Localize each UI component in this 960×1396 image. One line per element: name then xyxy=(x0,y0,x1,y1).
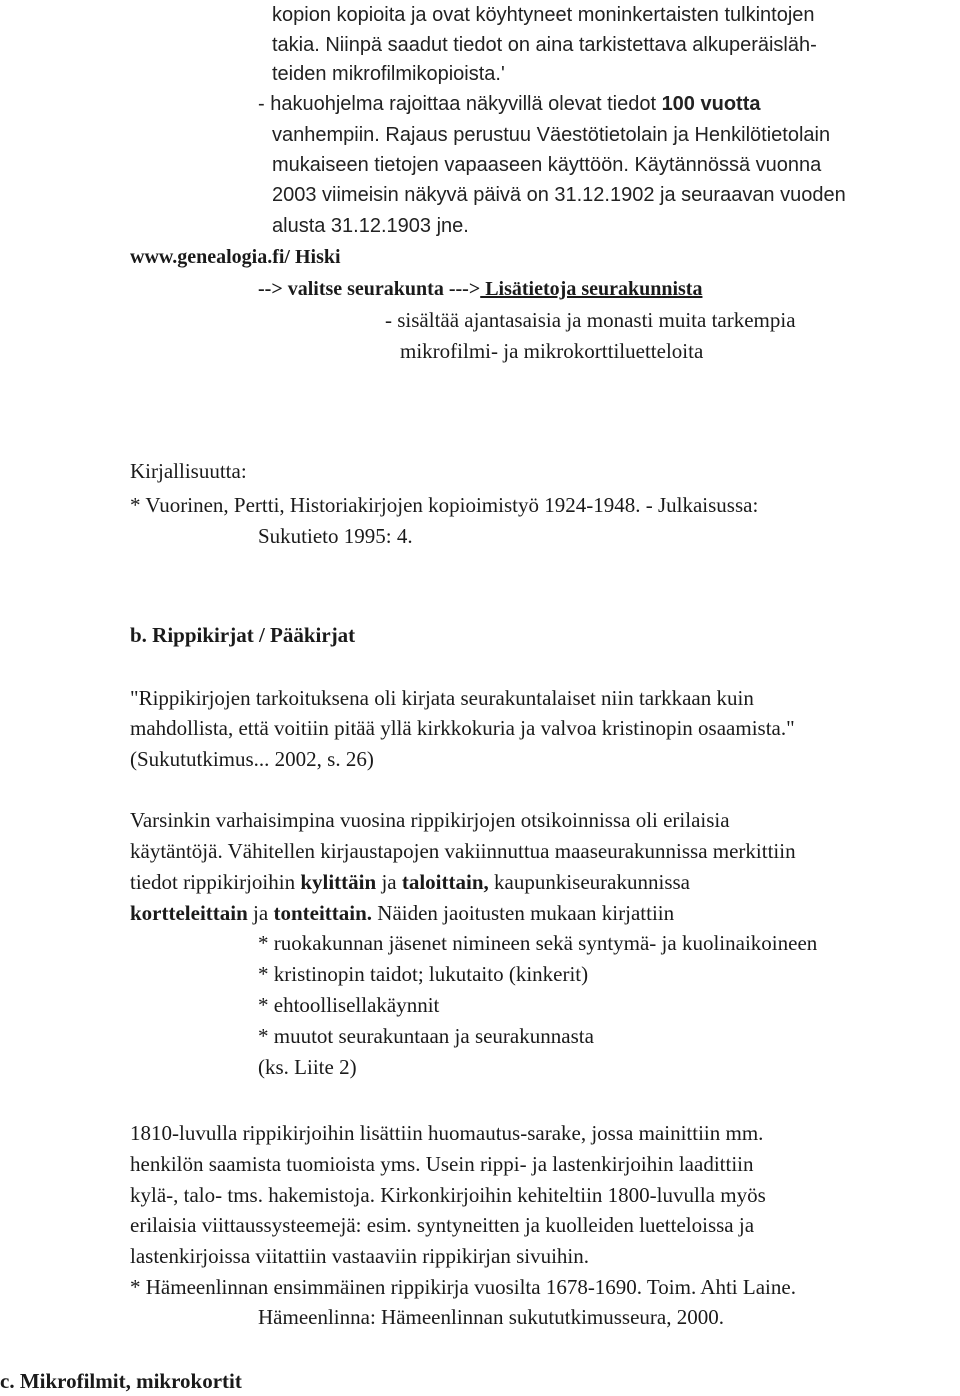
emphasis-text: 100 vuotta xyxy=(661,93,761,115)
emphasis-text: kortteleittain xyxy=(130,901,248,925)
list-item: (ks. Liite 2) xyxy=(258,1055,357,1079)
section-c-heading: c. Mikrofilmit, mikrokortit xyxy=(0,1369,242,1393)
section-b-heading: b. Rippikirjat / Pääkirjat xyxy=(130,623,356,647)
list-item: * kristinopin taidot; lukutaito (kinkerit) xyxy=(258,962,589,986)
body-line xyxy=(130,898,674,928)
body-line: lastenkirjoissa viitattiin vastaaviin rippikirjan sivuihin. xyxy=(130,1244,590,1268)
hiski-desc: - sisältää ajantasaisia ja monasti muita tarkempia xyxy=(385,308,796,332)
literature-item: Sukutieto 1995: 4. xyxy=(258,524,413,548)
reference-line: * Hämeenlinnan ensimmäinen rippikirja vuosilta 1678-1690. Toim. Ahti Laine. xyxy=(130,1275,796,1299)
body-line: mukaiseen tietojen vapaaseen käyttöön. Käytännössä vuonna xyxy=(272,154,822,176)
literature-item: * Vuorinen, Pertti, Historiakirjojen kopioimistyö 1924-1948. - Julkaisussa: xyxy=(130,493,759,517)
path-prefix: --> valitse seurakunta ---> xyxy=(258,278,481,300)
body-text: kaupunkiseurakunnissa xyxy=(488,870,690,894)
list-item: * muutot seurakuntaan ja seurakunnasta xyxy=(258,1024,594,1048)
hiski-desc: mikrofilmi- ja mikrokorttiluetteloita xyxy=(400,339,704,363)
body-line: takia. Niinpä saadut tiedot on aina tarkistettava alkuperäisläh- xyxy=(272,34,817,56)
list-item: * ruokakunnan jäsenet nimineen sekä syntymä- ja kuolinaikoineen xyxy=(258,931,818,955)
body-line: käytäntöjä. Vähitellen kirjaustapojen vakiinnuttua maaseurakunnissa merkittiin xyxy=(130,839,796,863)
body-line: henkilön saamista tuomioista yms. Usein rippi- ja lastenkirjoihin laadittiin xyxy=(130,1152,754,1176)
body-line xyxy=(258,89,761,119)
literature-heading: Kirjallisuutta: xyxy=(130,459,247,483)
body-text: ja xyxy=(247,901,274,925)
body-line: kopion kopioita ja ovat köyhtyneet moninkertaisten tulkintojen xyxy=(272,4,815,26)
emphasis-text: kylittäin xyxy=(300,870,377,894)
emphasis-text: taloittain, xyxy=(401,870,489,894)
body-text: ja xyxy=(376,870,402,894)
quote-line: mahdollista, että voitiin pitää yllä kirkkokuria ja valvoa kristinopin osaamista." xyxy=(130,716,795,740)
body-line: teiden mikrofilmikopioista.' xyxy=(272,63,505,85)
body-line: erilaisia viittaussysteemejä: esim. syntyneitten ja kuolleiden luetteloissa ja xyxy=(130,1213,755,1237)
quote-line: (Sukututkimus... 2002, s. 26) xyxy=(130,747,374,771)
body-text: Näiden jaoitusten mukaan kirjattiin xyxy=(372,901,675,925)
body-line: alusta 31.12.1903 jne. xyxy=(272,215,469,237)
emphasis-text: tonteittain. xyxy=(273,901,373,925)
reference-line: Hämeenlinna: Hämeenlinnan sukututkimusseura, 2000. xyxy=(258,1305,724,1329)
hiski-url[interactable]: www.genealogia.fi/ Hiski xyxy=(130,246,341,268)
body-line: 1810-luvulla rippikirjoihin lisättiin huomautus-sarake, jossa mainittiin mm. xyxy=(130,1121,764,1145)
quote-line: "Rippikirjojen tarkoituksena oli kirjata seurakuntalaiset niin tarkkaan kuin xyxy=(130,686,754,710)
body-line: 2003 viimeisin näkyvä päivä on 31.12.1902 ja seuraavan vuoden xyxy=(272,184,846,206)
lisatietoja-link[interactable]: Lisätietoja seurakunnista xyxy=(480,278,703,300)
body-line: kylä-, talo- tms. hakemistoja. Kirkonkirjoihin kehiteltiin 1800-luvulla myös xyxy=(130,1183,766,1207)
hiski-path xyxy=(258,274,702,304)
body-line xyxy=(130,867,690,897)
body-text: - hakuohjelma rajoittaa näkyvillä olevat tiedot xyxy=(258,93,662,115)
body-line: Varsinkin varhaisimpina vuosina rippikirjojen otsikoinnissa oli erilaisia xyxy=(130,808,730,832)
list-item: * ehtoollisellakäynnit xyxy=(258,993,440,1017)
body-text: tiedot rippikirjoihin xyxy=(130,870,301,894)
body-line: vanhempiin. Rajaus perustuu Väestötietolain ja Henkilötietolain xyxy=(272,124,831,146)
